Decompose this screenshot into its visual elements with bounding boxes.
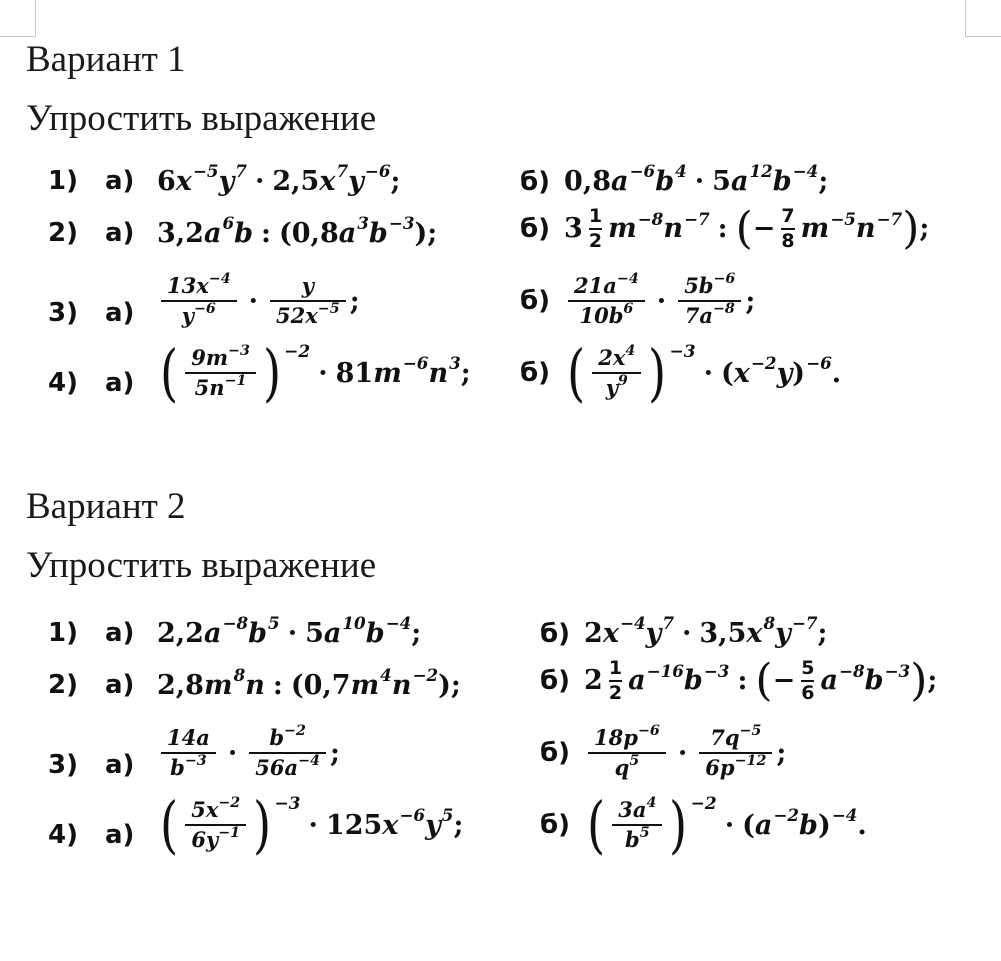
expression-1a: 6 $x^{-5}y^7$ · 2,5 $x^7y^{-6}$ ;: [157, 161, 401, 197]
part-b-label: б): [540, 810, 571, 840]
expression-2b: б) 2 1 2 $a^{-16}b^{-3}$ : ( − 5 6 $a^{-8}b^{-3}$ ) ;: [540, 654, 938, 706]
expression-3b: б) $\frac{18p^{-6}}{q^5}$ · $\frac{7q^{-5}}{6p^{-12}}$ ;: [540, 723, 787, 781]
part-a-label: а): [105, 820, 135, 850]
expression-3a: $\frac{14a}{b^{-3}}$ · $\frac{b^{-2}}{56a^{-4}}$ ;: [157, 726, 340, 780]
exercise-number: 1): [48, 166, 78, 196]
expression-4b: б) ( $\frac{2x^4}{y^9}$ ) −3 · ( $x^{-2}y$ ) $^{-6}$ .: [520, 336, 842, 409]
exercise-number: 4): [48, 820, 78, 850]
part-a-label: а): [105, 750, 135, 780]
variant-2-task: Упростить выражение: [26, 545, 377, 586]
expression-1b: б) 0,8 $a^{-6}b^4$ · 5 $a^{12}b^{-4}$ ;: [520, 161, 829, 197]
exercise-number: 1): [48, 618, 78, 648]
expression-4a: ( $\frac{5x^{-2}}{6y^{-1}}$ ) −3 · 125 $x^{-6}y^5$ ;: [160, 788, 464, 861]
part-b-label: б): [540, 665, 571, 696]
part-a-label: а): [105, 618, 135, 648]
variant-2-title: Вариант 2: [26, 486, 186, 527]
expression-4b: б) ( $\frac{3a^4}{b^5}$ ) −2 · ( $a^{-2}b$ ) $^{-4}$ .: [540, 788, 867, 861]
expression-2a: 2,8 $m^8n$ : (0,7 $m^4n^{-2}$ );: [157, 665, 461, 701]
part-a-label: а): [105, 166, 135, 196]
page-corner-mark-right: [965, 0, 1001, 37]
variant-1-title: Вариант 1: [26, 39, 186, 80]
expression-1a: 2,2 $a^{-8}b^5$ · 5 $a^{10}b^{-4}$ ;: [157, 613, 422, 649]
part-b-label: б): [520, 358, 551, 388]
part-b-label: б): [520, 213, 551, 244]
part-b-label: б): [540, 618, 571, 649]
expression-2a: 3,2 $a^6b$ : (0,8 $a^3b^{-3}$ );: [157, 213, 438, 249]
expression-3a: $\frac{13x^{-4}}{y^{-6}}$ · $\frac{y}{52x^{-5}}$ ;: [157, 274, 360, 328]
part-a-label: а): [105, 218, 135, 248]
part-b-label: б): [520, 166, 551, 197]
expression-2b: б) 3 1 2 $m^{-8}n^{-7}$ : ( − 7 8 $m^{-5}n^{-7}$ ) ;: [520, 202, 930, 254]
part-a-label: а): [105, 670, 135, 700]
expression-4a: ( $\frac{9m^{-3}}{5n^{-1}}$ ) −2 · 81 $m^{-6}n^3$ ;: [160, 336, 471, 409]
part-b-label: б): [540, 738, 571, 769]
part-a-label: а): [105, 298, 135, 328]
exercise-number: 2): [48, 670, 78, 700]
exercise-number: 2): [48, 218, 78, 248]
variant-1-task: Упростить выражение: [26, 98, 377, 139]
part-b-label: б): [520, 286, 551, 317]
page-corner-mark-left: [0, 0, 36, 37]
exercise-number: 3): [48, 298, 78, 328]
expression-3b: б) $\frac{21a^{-4}}{10b^6}$ · $\frac{5b^{-6}}{7a^{-8}}$ ;: [520, 271, 756, 329]
expression-1b: б) 2 $x^{-4}y^7$ · 3,5 $x^8y^{-7}$ ;: [540, 613, 828, 649]
part-a-label: а): [105, 368, 135, 398]
exercise-number: 3): [48, 750, 78, 780]
exercise-number: 4): [48, 368, 78, 398]
